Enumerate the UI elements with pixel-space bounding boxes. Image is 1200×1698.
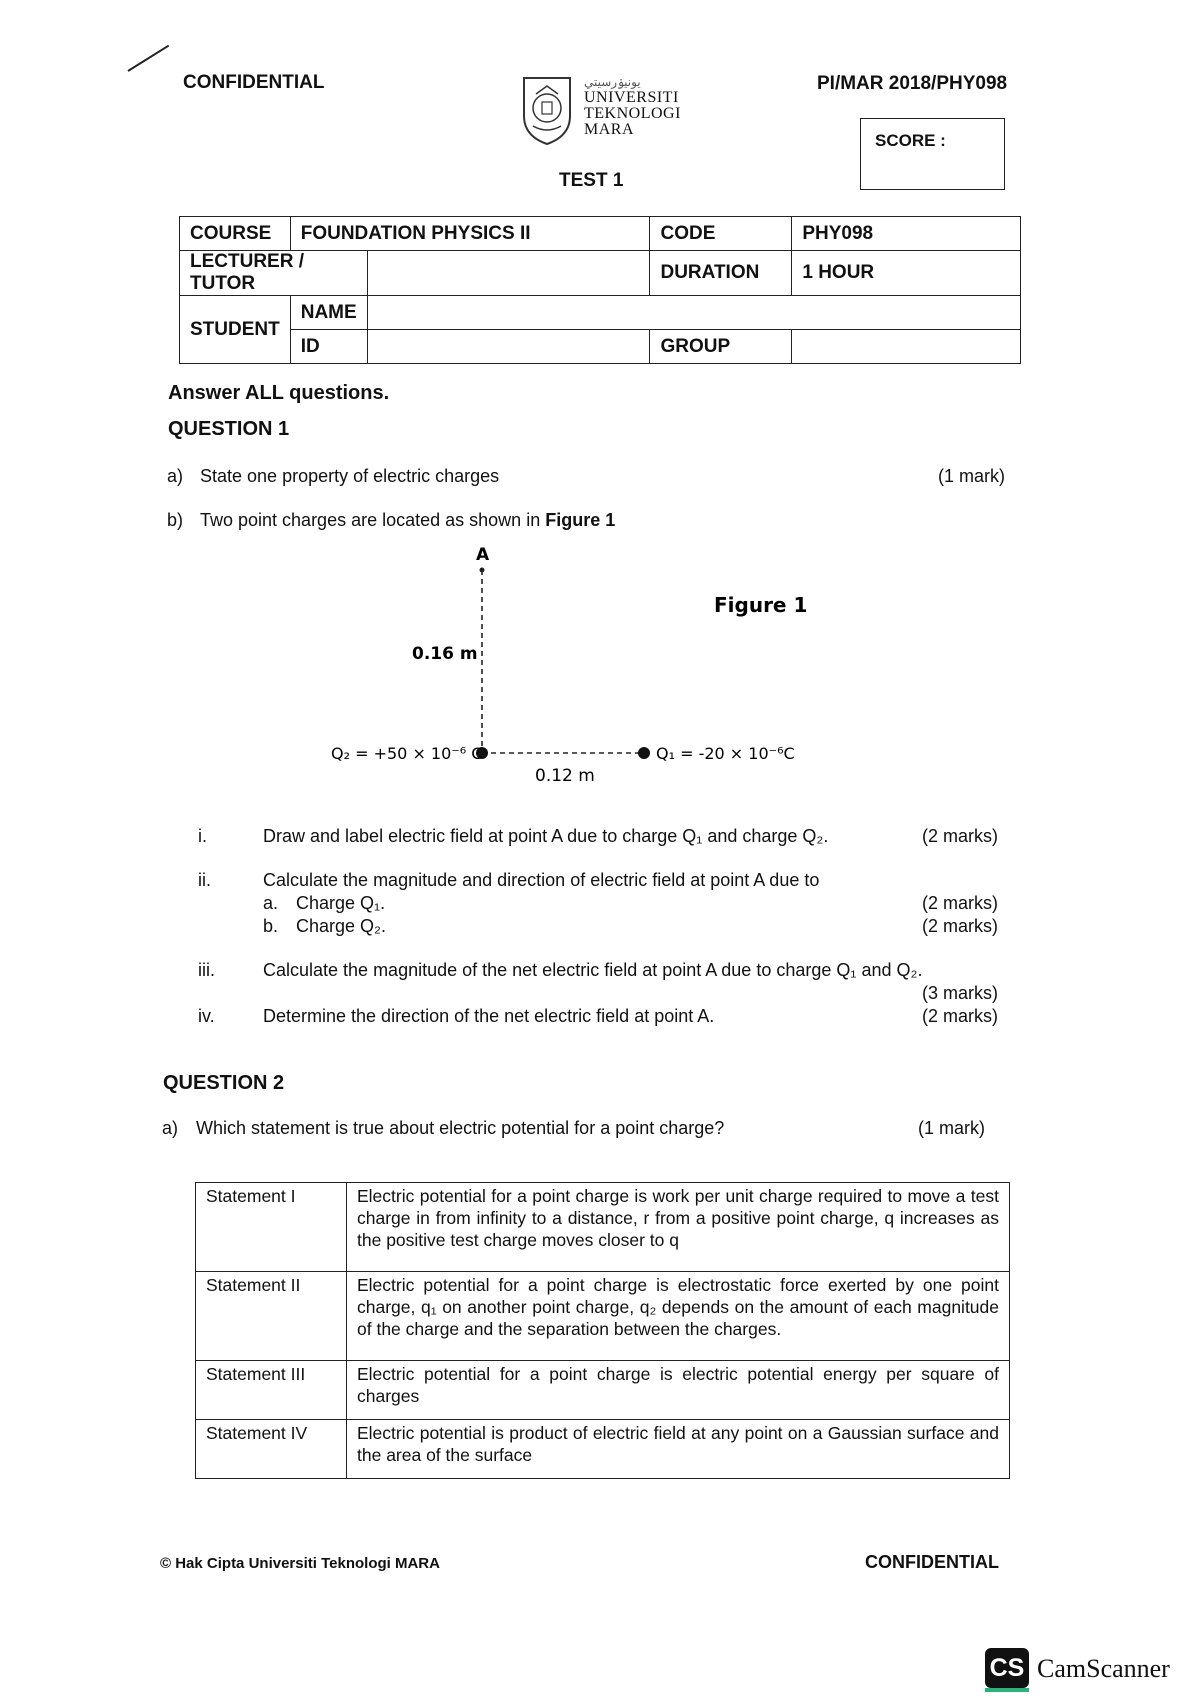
part-i-mark: (2 marks)	[922, 826, 998, 846]
statement-row	[196, 1420, 1010, 1479]
lecturer-value[interactable]	[367, 251, 650, 296]
pen-mark	[127, 45, 169, 72]
q1a-text: State one property of electric charges	[200, 466, 500, 486]
logo-line2: TEKNOLOGI	[584, 105, 681, 122]
footer-confidential: CONFIDENTIAL	[865, 1552, 999, 1572]
part-iv-mark: (2 marks)	[922, 1006, 998, 1026]
lecturer-label: LECTURER / TUTOR	[180, 251, 368, 296]
statement-row	[196, 1183, 1010, 1272]
test-title: TEST 1	[559, 170, 624, 191]
question1-title: QUESTION 1	[168, 418, 290, 440]
q2-label: Q₂ = +50 × 10⁻⁶ C	[331, 744, 483, 763]
statement-text: Electric potential for a point charge is work per unit charge required to move a test charge in from infinity to a distance, r from a positive point charge, q increases as the positive test charge moves closer to q	[347, 1183, 1010, 1272]
code-label: CODE	[650, 217, 792, 251]
statement-label: Statement III	[196, 1361, 347, 1420]
vertical-distance-label: 0.16 m	[412, 644, 478, 664]
name-field[interactable]	[367, 296, 1020, 330]
student-label: STUDENT	[180, 296, 291, 364]
camscanner-bar	[985, 1688, 1029, 1692]
part-ii-text: Calculate the magnitude and direction of electric field at point A due to	[263, 870, 820, 890]
charge-q1-dot	[638, 747, 650, 759]
course-label: COURSE	[180, 217, 291, 251]
duration-label: DURATION	[650, 251, 792, 296]
horizontal-distance-label: 0.12 m	[535, 766, 595, 786]
course-info-table	[179, 216, 1021, 364]
crest-icon	[518, 72, 576, 148]
statement-label: Statement IV	[196, 1420, 347, 1479]
id-label: ID	[290, 330, 367, 364]
q2a-label: a)	[162, 1118, 179, 1138]
id-field[interactable]	[367, 330, 650, 364]
statement-row	[196, 1272, 1010, 1361]
q1b-label: b)	[167, 510, 184, 530]
part-ii-a-text: Charge Q₁.	[296, 893, 386, 913]
figure-1	[320, 545, 820, 795]
q2a-mark: (1 mark)	[918, 1118, 985, 1138]
q1b-text	[200, 510, 615, 531]
part-ii-a-mark: (2 marks)	[922, 893, 998, 913]
part-ii-num: ii.	[198, 870, 211, 890]
q1b-figure-ref: Figure 1	[545, 510, 616, 530]
paper-code: PI/MAR 2018/PHY098	[817, 73, 1008, 94]
footer-copyright: © Hak Cipta Universiti Teknologi MARA	[160, 1555, 440, 1572]
part-iii-num: iii.	[198, 960, 215, 980]
statements-table	[195, 1182, 1010, 1479]
group-label: GROUP	[650, 330, 792, 364]
part-iii-mark: (3 marks)	[922, 983, 998, 1003]
statement-label: Statement II	[196, 1272, 347, 1361]
part-iv-num: iv.	[198, 1006, 215, 1026]
duration-value: 1 HOUR	[792, 251, 1021, 296]
camscanner-icon: CS	[985, 1648, 1029, 1688]
course-value: FOUNDATION PHYSICS II	[290, 217, 650, 251]
q1a-label: a)	[167, 466, 184, 486]
group-field[interactable]	[792, 330, 1021, 364]
q1b-text-main: Two point charges are located as shown in	[200, 510, 541, 530]
part-iv-text: Determine the direction of the net electric field at point A.	[263, 1006, 715, 1026]
header-confidential: CONFIDENTIAL	[183, 72, 325, 93]
statement-row	[196, 1361, 1010, 1420]
point-a-marker	[480, 568, 485, 573]
statement-text: Electric potential is product of electric field at any point on a Gaussian surface and the area of the surface	[347, 1420, 1010, 1479]
q1a-mark: (1 mark)	[938, 466, 1005, 486]
part-i-num: i.	[198, 826, 207, 846]
q1-label: Q₁ = -20 × 10⁻⁶C	[656, 744, 795, 763]
part-ii-b-num: b.	[263, 916, 279, 936]
part-ii-b-mark: (2 marks)	[922, 916, 998, 936]
logo-line1: UNIVERSITI	[584, 89, 679, 106]
q2a-text: Which statement is true about electric potential for a point charge?	[196, 1118, 725, 1138]
figure-caption: Figure 1	[714, 593, 808, 617]
logo-jawi: يونيۏرسيتي	[584, 75, 641, 89]
code-value: PHY098	[792, 217, 1021, 251]
part-iii-text: Calculate the magnitude of the net electric field at point A due to charge Q₁ and Q₂.	[263, 960, 923, 980]
part-ii-b-text: Charge Q₂.	[296, 916, 387, 936]
camscanner-name: CamScanner	[1037, 1654, 1170, 1683]
part-ii-a-num: a.	[263, 893, 279, 913]
score-label: SCORE :	[875, 131, 946, 150]
question2-title: QUESTION 2	[163, 1072, 285, 1094]
statement-text: Electric potential for a point charge is electric potential energy per square of charges	[347, 1361, 1010, 1420]
university-logo	[518, 72, 693, 152]
point-a-label: A	[476, 545, 490, 565]
name-label: NAME	[290, 296, 367, 330]
score-box	[860, 118, 1005, 190]
instructions: Answer ALL questions.	[168, 382, 390, 404]
statement-label: Statement I	[196, 1183, 347, 1272]
statement-text: Electric potential for a point charge is electrostatic force exerted by one point charge, q₁ on another point charge, q₂ depends on the amount of each magnitude of the charge and the separation between the charges.	[347, 1272, 1010, 1361]
logo-line3: MARA	[584, 121, 635, 138]
part-i-text: Draw and label electric field at point A due to charge Q₁ and charge Q₂.	[263, 826, 829, 846]
